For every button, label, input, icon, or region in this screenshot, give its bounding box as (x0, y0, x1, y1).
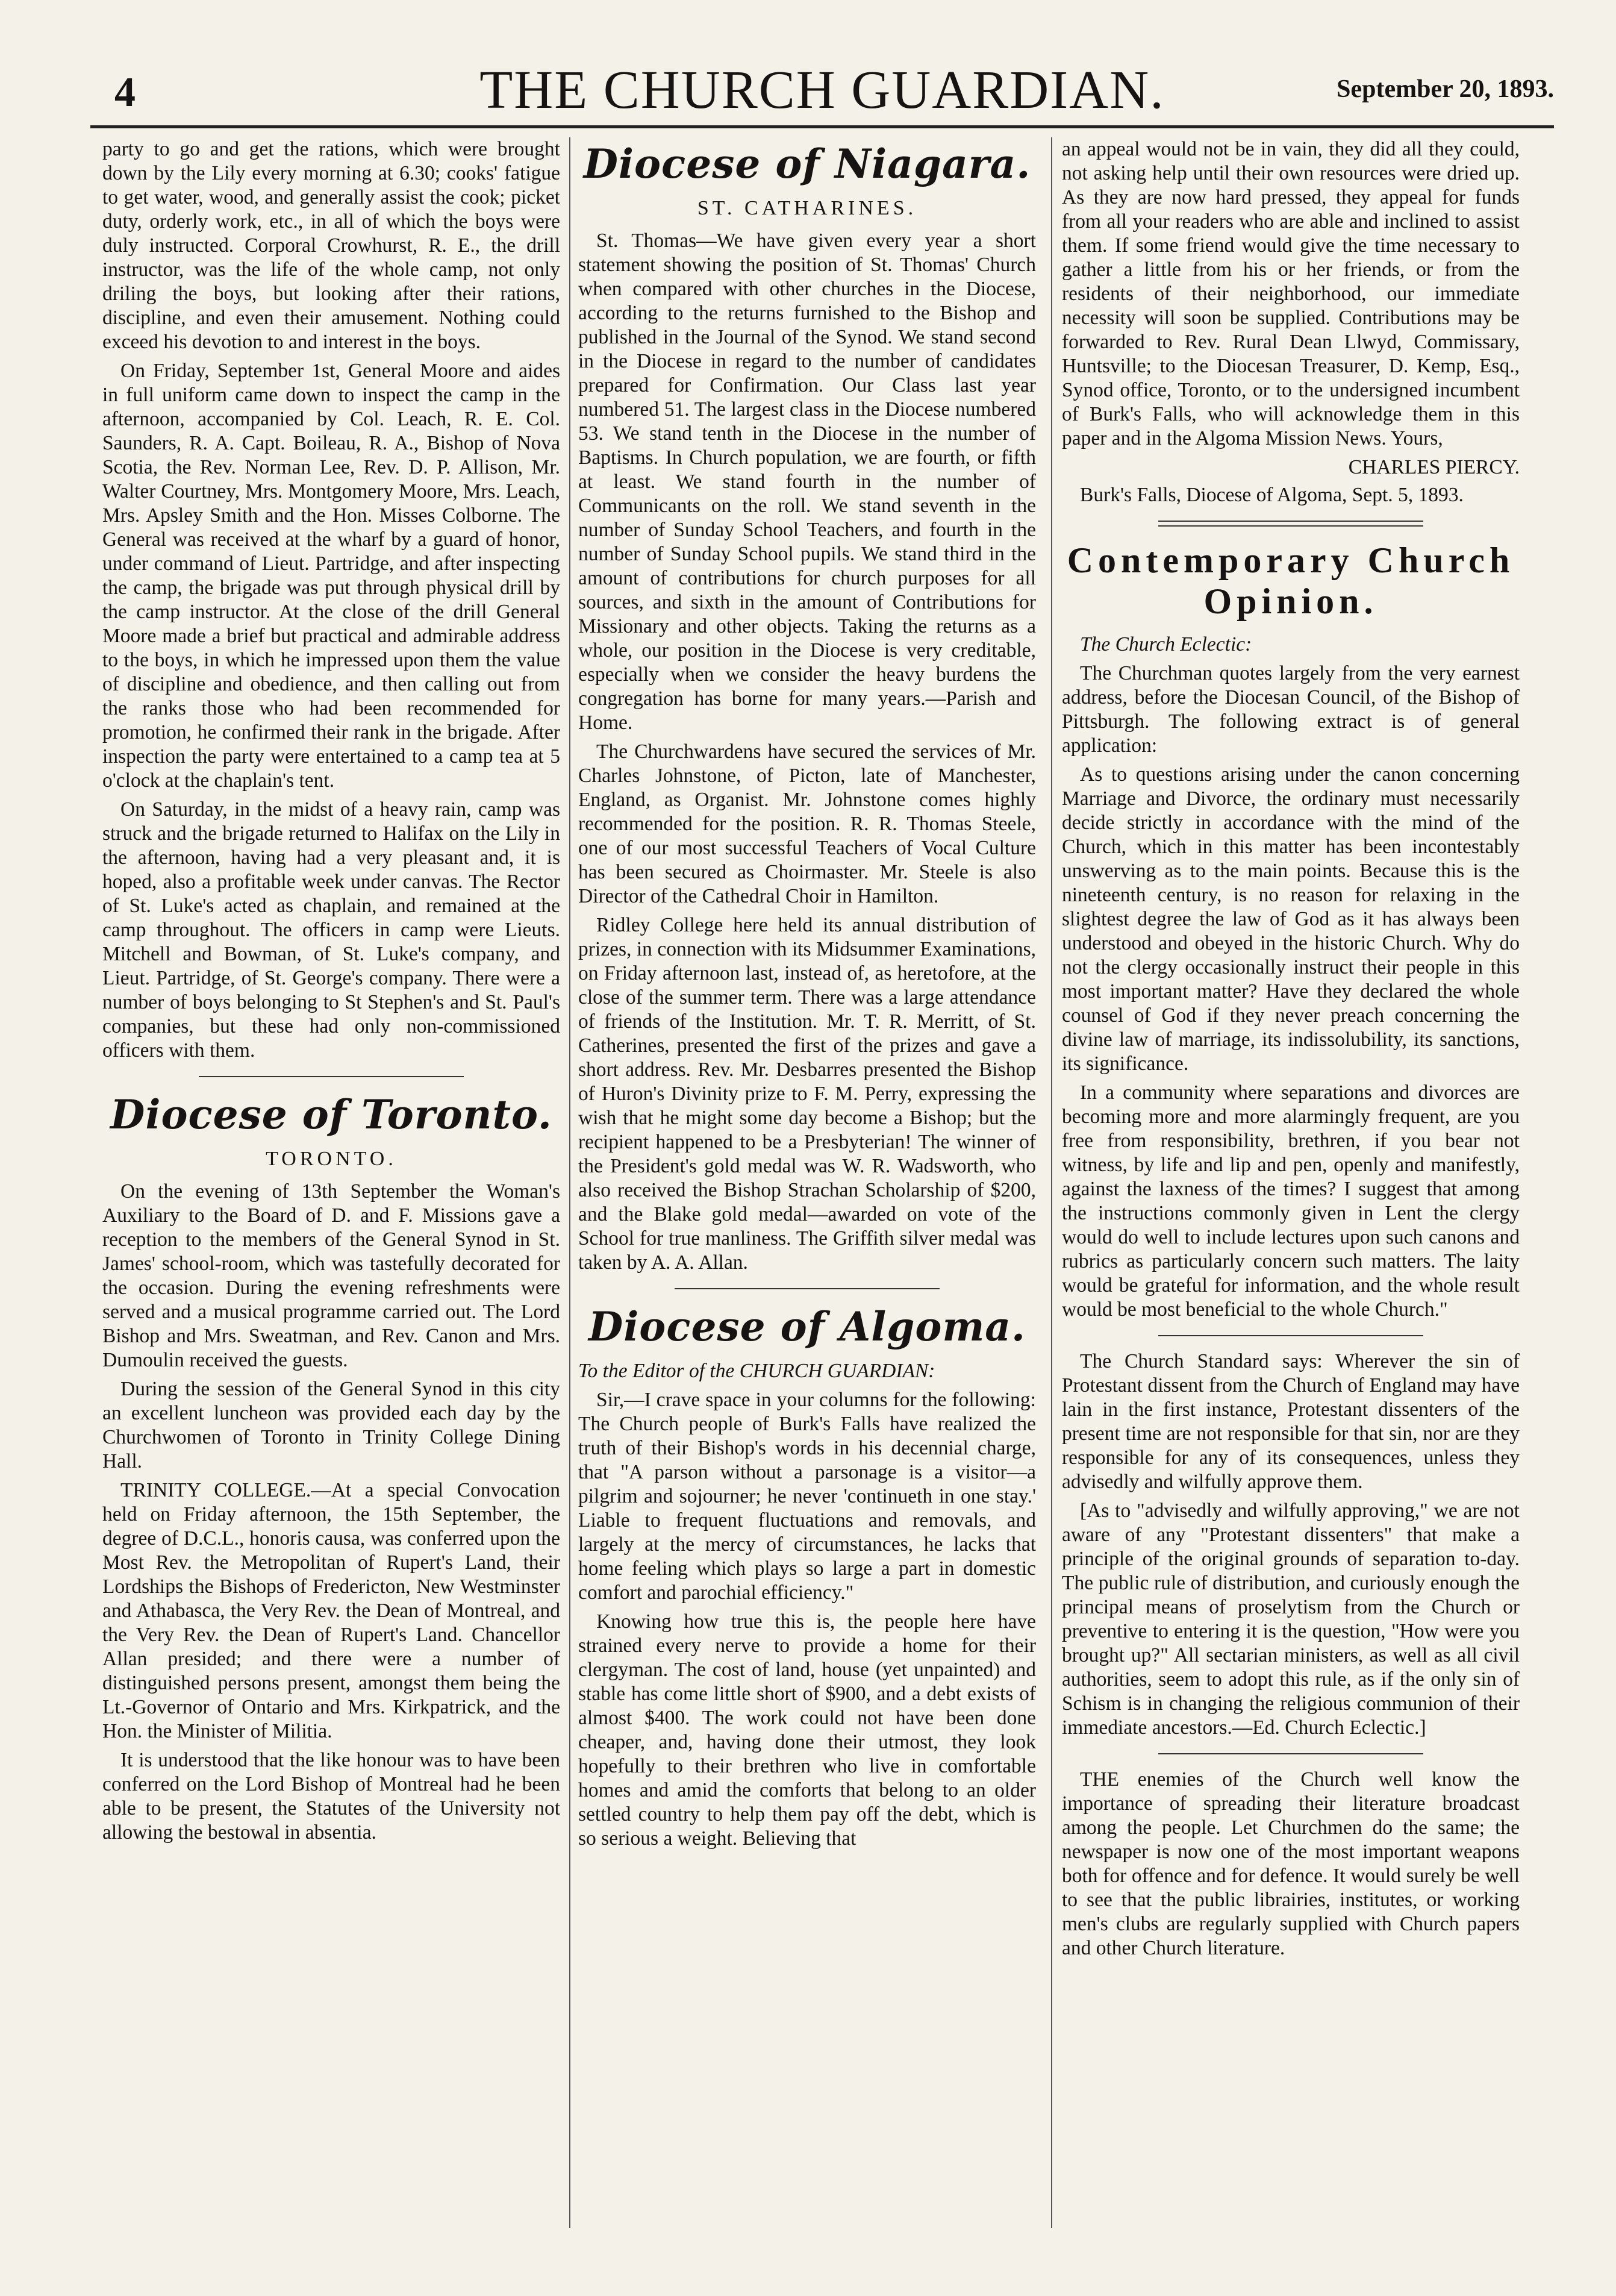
section-rule (675, 1288, 940, 1289)
column-3 (1062, 137, 1520, 1965)
dateline: Burk's Falls, Diocese of Algoma, Sept. 5, 1893. (1080, 484, 1464, 506)
paragraph: On the evening of 13th September the Woman's Auxiliary to the Board of D. and F. Missions gave a reception to the members of the General Synod in St. James' school-room, which was tastefully decorated for the occasion. During the evening refreshments were served and a musical programme carried out. The Lord Bishop and Mrs. Sweatman, and Rev. Canon and Mrs. Dumoulin received the guests. (102, 1180, 560, 1371)
paragraph: party to go and get the rations, which were brought down by the Lily every morning at 6.30; cooks' fatigue to get water, wood, and generally assist the cook; picket duty, orderly work, etc., in all of which the boys were duly instructed. Corporal Crowhurst, R. E., the drill instructor, was the life of the whole camp, not only driling the boys, but looking after their rations, discipline, and even their amusement. Nothing could exceed his devotion to and interest in the boys. (102, 138, 560, 353)
source-label: The Church Eclectic: (1080, 633, 1252, 655)
paragraph: The Churchwardens have secured the services of Mr. Charles Johnstone, of Picton, late of Manchester, England, as Organist. Mr. Johnstone comes highly recommended for the position. R. R. Thomas Steele, one of our most successful Teachers of Vocal Culture has been secured as Choirmaster. Mr. Steele is also Director of the Cathedral Choir in Hamilton. (578, 740, 1036, 907)
column-divider-1 (569, 137, 570, 2228)
page-number: 4 (114, 69, 136, 116)
letter-signature: CHARLES PIERCY. (1348, 456, 1520, 478)
paragraph: Knowing how true this is, the people here have strained every nerve to provide a home for their clergyman. The cost of land, house (yet unpainted) and stable has come little short of $900, and a debt exists of almost $400. The work could not have been done cheaper, and, having done their utmost, they look hopefully to their brethren who live in comfortable homes and amid the comforts that belong to an older settled country to help them pay off the debt, which is so serious a weight. Believing that (578, 1610, 1036, 1850)
paragraph: Ridley College here held its annual distribution of prizes, in connection with its Midsummer Examinations, on Friday afternoon last, instead of, as heretofore, at the close of the summer term. There was a large attendance of friends of the Institution. Mr. T. R. Merritt, of St. Catherines, presented the first of the prizes and gave a short address. Rev. Mr. Desbarres presented the Bishop of Huron's Divinity prize to F. M. Perry, expressing the wish that he might some day become a Bishop; but the recipient happened to be a Presbyterian! The winner of the President's gold medal was W. R. Wadsworth, who also received the Bishop Strachan Scholarship of $200, and the Blake gold medal—awarded on vote of the School for true manliness. The Griffith silver medal was taken by A. A. Allan. (578, 914, 1036, 1274)
section-rule (1158, 1753, 1424, 1754)
section-rule (1158, 525, 1424, 527)
section-rule (1158, 1335, 1424, 1336)
heading-diocese-of-toronto: Diocese of Toronto. (110, 1091, 552, 1138)
issue-date: September 20, 1893. (1337, 75, 1554, 103)
subheading-toronto: TORONTO. (266, 1148, 397, 1170)
paragraph: The Church Standard says: Wherever the sin of Protestant dissent from the Church of England may have lain in the first instance, Protestant dissenters of the present time are not responsible for that sin, nor are they responsible for any of its consequences, unless they advisedly and wilfully approve them. (1062, 1350, 1520, 1493)
heading-contemporary-church-opinion: Contemporary Church Opinion. (1067, 540, 1515, 621)
paragraph: In a community where separations and divorces are becoming more and more alarmingly frequent, are you free from responsibility, brethren, if you bear not witness, by life and lip and pen, openly and manifestly, against the laxness of the times? I suggest that among the instructions commonly given in Lent the clergy would do well to include lectures upon such canons and rubrics as particularly concern such matters. The laity would be grateful for information, and the whole result would be most beneficial to the whole Church." (1062, 1081, 1520, 1321)
paragraph: TRINITY COLLEGE.—At a special Convocation held on Friday afternoon, the 15th September, the degree of D.C.L., honoris causa, was conferred upon the Most Rev. the Metropolitan of Rupert's Land, their Lordships the Bishops of Fredericton, New Westminster and Athabasca, the Very Rev. the Dean of Montreal, and the Very Rev. the Dean of Rupert's Land. Chancellor Allan presided; and there were a number of distinguished persons present, amongst them being the Lt.-Governor of Ontario and Mrs. Kirkpatrick, and the Hon. the Minister of Militia. (102, 1479, 560, 1742)
paragraph: THE enemies of the Church well know the importance of spreading their literature broadcast among the people. Let Churchmen do the same; the newspaper is now one of the most important weapons both for offence and for defence. It would surely be well to see that the public librairies, institutes, or working men's clubs are regularly supplied with Church papers and other Church literature. (1062, 1768, 1520, 1959)
column-1 (102, 137, 560, 1850)
masthead (90, 42, 1554, 120)
masthead-rule (90, 125, 1554, 128)
paragraph: On Saturday, in the midst of a heavy rain, camp was struck and the brigade returned to Halifax on the Lily in the afternoon, having had a very pleasant and, it is hoped, also a profitable week under canvas. The Rector of St. Luke's acted as chaplain, and remained at the camp throughout. The officers in camp were Lieuts. Mitchell and Bowman, of St. Luke's company, and Lieut. Partridge, of St. George's company. There were a number of boys belonging to St Stephen's and St. Paul's companies, but these had only non-commissioned officers with them. (102, 798, 560, 1062)
letter-salutation: To the Editor of the CHURCH GUARDIAN: (578, 1360, 935, 1382)
paragraph: On Friday, September 1st, General Moore and aides in full uniform came down to inspect the camp in the afternoon, accompanied by Col. Leach, R. E. Col. Saunders, R. A. Capt. Boileau, R. A., Bishop of Nova Scotia, the Rev. Norman Lee, Rev. D. P. Allison, Mr. Walter Courtney, Mrs. Montgomery Moore, Mrs. Leach, Mrs. Apsley Smith and the Hon. Misses Colborne. The General was received at the wharf by a guard of honor, under command of Lieut. Partridge, and after inspecting the camp, the brigade was put through physical drill by the camp instructor. At the close of the drill General Moore made a brief but practical and admirable address to the boys, in which he impressed upon them the value of discipline and obedience, and then calling out from the ranks those who had been recommended for promotion, he confirmed their rank in the brigade. After inspection the party were entertained to a camp tea at 5 o'clock at the chaplain's tent. (102, 360, 560, 792)
column-divider-2 (1051, 137, 1052, 2228)
heading-diocese-of-algoma: Diocese of Algoma. (588, 1303, 1026, 1350)
paragraph: Sir,—I crave space in your columns for the following: The Church people of Burk's Falls have realized the truth of their Bishop's words in his decennial charge, that "A parson without a parsonage is a visitor—a pilgrim and sojourner; he never 'continueth in one stay.' Liable to frequent fluctuations and removals, and largely at the mercy of circumstances, he lacks that home feeling which plays so large a part in domestic comfort and parochial efficiency." (578, 1389, 1036, 1604)
paragraph: St. Thomas—We have given every year a short statement showing the position of St. Thomas' Church when compared with other churches in the Diocese, according to the returns furnished to the Bishop and published in the Journal of the Synod. We stand second in the Diocese in regard to the number of candidates prepared for Confirmation. Our Class last year numbered 51. The largest class in the Diocese numbered 53. We stand tenth in the Diocese in the number of Baptisms. In Church population, we are fourth, or fifth at least. We stand fourth in the number of Communicants on the roll. We stand seventh in the number of Sunday School Teachers, and fourth in the number of Sunday School pupils. We stand third in the amount of contributions for church purposes for all sources, and sixth in the amount of Contributions for Missionary and other objects. Taking the returns as a whole, our position in the Diocese is very creditable, especially when we consider the heavy burdens the congregation has borne for many years.—Parish and Home. (578, 230, 1036, 734)
paragraph: The Churchman quotes largely from the very earnest address, before the Diocesan Council, of the Bishop of Pittsburgh. The following extract is of general application: (1062, 662, 1520, 757)
column-2 (578, 137, 1036, 1856)
newspaper-title: THE CHURCH GUARDIAN. (479, 60, 1165, 120)
paragraph: [As to "advisedly and wilfully approving," we are not aware of any "Protestant dissenters" that make a principle of the original grounds of separation to-day. The public rule of distribution, and curiously enough the principal means of proselytism from the Church or preventive to entering it is the question, "How were you brought up?" All sectarian ministers, as well as all civil authorities, seem to adopt this rule, as if the only sin of Schism is in changing the religious communion of their immediate ancestors.—Ed. Church Eclectic.] (1062, 1500, 1520, 1739)
section-rule (199, 1076, 464, 1077)
section-rule (1158, 521, 1424, 522)
subheading-st-catharines: ST. CATHARINES. (697, 197, 917, 219)
paragraph: an appeal would not be in vain, they did all they could, not asking help until their own resources were dried up. As they are now hard pressed, they appeal for funds from all your readers who are able and inclined to assist them. If some friend would give the time necessary to gather a little from his or her friends, or from the residents of their neighborhood, our immediate necessity will soon be supplied. Contributions may be forwarded to Rev. Rural Dean Llwyd, Commissary, Huntsville; to the Diocesan Treasurer, D. Kemp, Esq., Synod office, Toronto, or to the undersigned incumbent of Burk's Falls, who will acknowledge them in this paper and in the Algoma Mission News. Yours, (1062, 138, 1520, 449)
paragraph: It is understood that the like honour was to have been conferred on the Lord Bishop of Montreal had he been able to be present, the Statutes of the University not allowing the bestowal in absentia. (102, 1749, 560, 1844)
paragraph: During the session of the General Synod in this city an excellent luncheon was provided each day by the Churchwomen of Toronto in Trinity College Dining Hall. (102, 1378, 560, 1472)
heading-diocese-of-niagara: Diocese of Niagara. (583, 140, 1031, 187)
paragraph: As to questions arising under the canon concerning Marriage and Divorce, the ordinary must necessarily decide strictly in accordance with the mind of the Church, which in this matter has been incontestably unswerving as to the main points. Because this is the nineteenth century, is no reason for relaxing in the slightest degree the law of God as it has always been understood and obeyed in the historic Church. Why do not the clergy occasionally instruct their people in this most important matter? Have they declared the whole counsel of God if they never preach concerning the divine law of marriage, its indissolubility, its sanctions, its significance. (1062, 763, 1520, 1075)
